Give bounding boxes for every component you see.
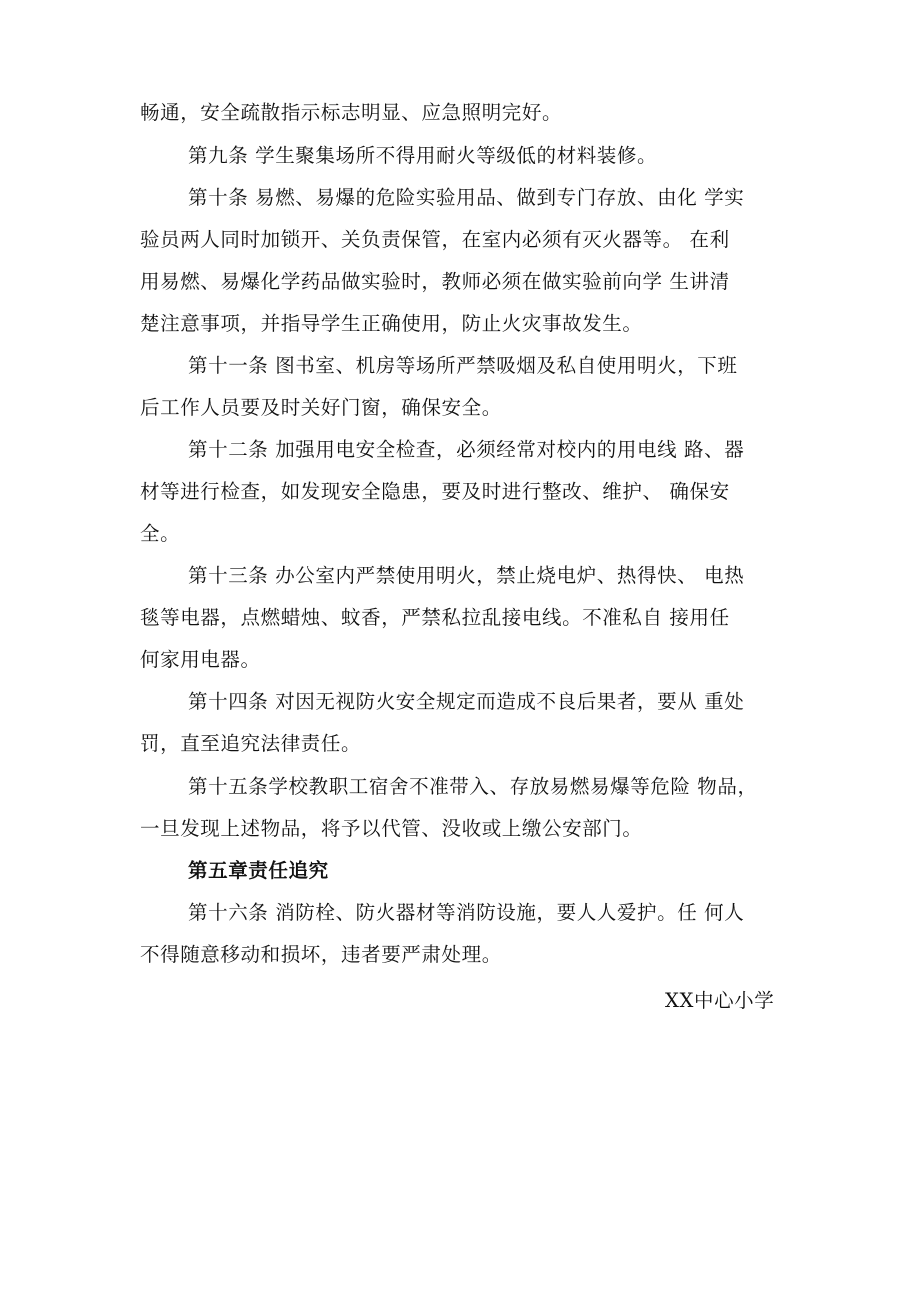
text-line: 不得随意移动和损坏，违者要严肃处理。 xyxy=(140,943,502,966)
chapter-heading: 第五章责任追究 xyxy=(188,859,329,882)
text-line: 材等进行检查，如发现安全隐患，要及时进行整改、维护、 确保安 xyxy=(140,480,730,503)
text-line: 楚注意事项，并指导学生正确使用，防止火灾事故发生。 xyxy=(140,312,643,335)
article-14: 第十四条 对因无视防火安全规定而造成不良后果者，要从 重处 xyxy=(188,690,745,713)
text-line: 畅通，安全疏散指示标志明显、应急照明完好。 xyxy=(140,101,563,124)
article-11: 第十一条 图书室、机房等场所严禁吸烟及私自使用明火，下班 xyxy=(188,354,738,377)
article-15: 第十五条学校教职工宿舍不准带入、存放易燃易爆等危险 物品， xyxy=(188,775,758,798)
signature: XX中心小学 xyxy=(665,989,775,1012)
text-line: 全。 xyxy=(140,522,181,545)
article-12: 第十二条 加强用电安全检查，必须经常对校内的用电线 路、器 xyxy=(188,438,745,461)
text-line: 后工作人员要及时关好门窗，确保安全。 xyxy=(140,396,502,419)
article-9: 第九条 学生聚集场所不得用耐火等级低的材料装修。 xyxy=(188,144,658,167)
text-line: 何家用电器。 xyxy=(140,648,261,671)
text-line: 一旦发现上述物品，将予以代管、没收或上缴公安部门。 xyxy=(140,817,643,840)
text-line: 毯等电器，点燃蜡烛、蚊香，严禁私拉乱接电线。不准私自 接用任 xyxy=(140,606,730,629)
article-10: 第十条 易燃、易爆的危险实验用品、做到专门存放、由化 学实 xyxy=(188,186,745,209)
text-line: 用易燃、易爆化学药品做实验时，教师必须在做实验前向学 生讲清 xyxy=(140,270,730,293)
text-line: 罚，直至追究法律责任。 xyxy=(140,732,362,755)
article-13: 第十三条 办公室内严禁使用明火，禁止烧电炉、热得快、 电热 xyxy=(188,564,745,587)
text-line: 验员两人同时加锁开、关负责保管，在室内必须有灭火器等。 在利 xyxy=(140,228,730,251)
article-16: 第十六条 消防栓、防火器材等消防设施，要人人爱护。任 何人 xyxy=(188,901,745,924)
